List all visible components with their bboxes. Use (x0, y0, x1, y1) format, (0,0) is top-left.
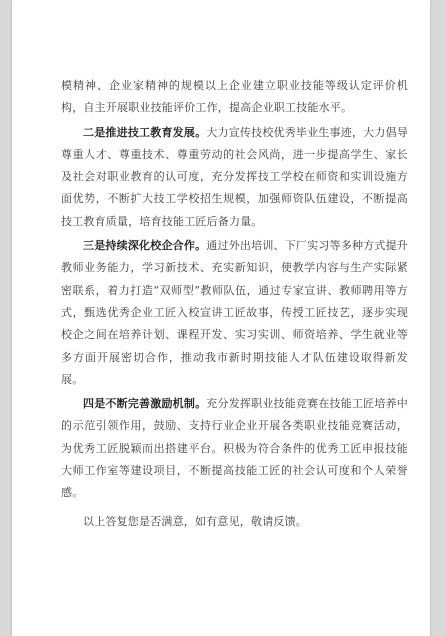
paragraph-heading: 四是不断完善激励机制。 (83, 397, 207, 411)
paragraph-text: 大力宣传技校优秀毕业生事迹，大力倡导尊重人才、尊重技术、尊重劳动的社会风尚，进一步提高学生、家长及社会对职业教育的认可度，充分发挥技工学校在师资和实训设施方面优势，不断扩大技工学校招生规模，加强师资队伍建设，不断提高技工教育质量，培育技能工匠后备力量。 (61, 125, 408, 228)
document-page (12, 0, 430, 636)
paragraph-incentive-mechanism (61, 393, 408, 504)
paragraph-text: 通过外出培训、下厂实习等多种方式提升教师业务能力，学习新技术、充实新知识，使教学内容与生产实际紧密联系，着力打造“双师型”教师队伍，通过专家宣讲、教师聘用等方式，甄选优秀企业工匠入校宣讲工匠故事，传授工匠技艺，逐步实现校企之间在培养计划、课程开发、实习实训、师资培养、学生就业等多方面开展密切合作，推动我市新时期技能人才队伍建设取得新发展。 (61, 239, 408, 386)
paragraph-heading: 三是持续深化校企合作。 (83, 239, 207, 253)
document-body (61, 75, 408, 535)
paragraph-text: 模精神、企业家精神的规模以上企业建立职业技能等级认定评价机构，自主开展职业技能评价工作，提高企业职工技能水平。 (61, 79, 408, 115)
paragraph-text: 充分发挥职业技能竞赛在技能工匠培养中的示范引领作用，鼓励、支持行业企业开展各类职业技能竞赛活动，为优秀工匠脱颖而出搭建平台。积极为符合条件的优秀工匠申报技能大师工作室等建设项目，不断提高技能工匠的社会认可度和个人荣誉感。 (61, 397, 408, 500)
paragraph-school-enterprise-cooperation (61, 235, 408, 391)
paragraph-heading: 二是推进技工教育发展。 (83, 125, 207, 139)
paragraph-continuation (61, 75, 408, 120)
paragraph-text: 以上答复您是否满意，如有意见，敬请反馈。 (83, 514, 307, 528)
paragraph-technical-education (61, 122, 408, 233)
paragraph-closing (61, 511, 408, 533)
